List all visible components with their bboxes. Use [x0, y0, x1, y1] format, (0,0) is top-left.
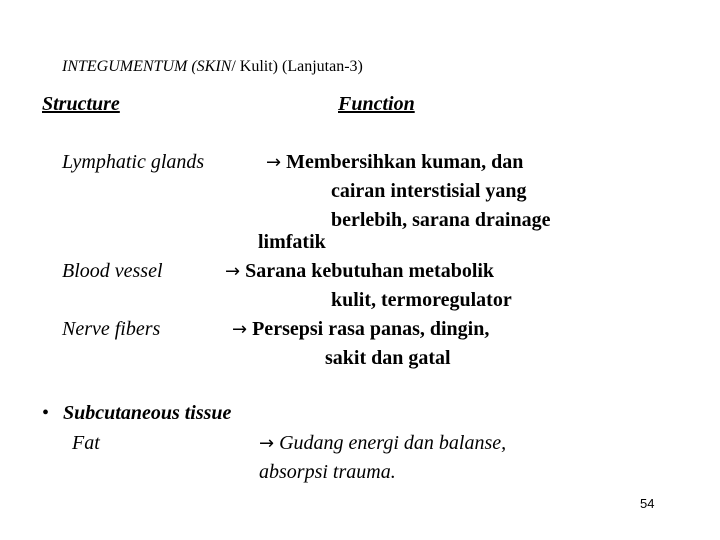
structure-nerve-fibers: Nerve fibers	[62, 318, 161, 340]
function-line: kulit, termoregulator	[331, 289, 512, 311]
function-line: berlebih, sarana drainage	[331, 209, 551, 231]
structure-blood-vessel: Blood vessel	[62, 260, 163, 282]
bullet-dot: •	[42, 402, 50, 424]
bullet-item	[42, 403, 231, 423]
structure-lymphatic-glands: Lymphatic glands	[62, 151, 205, 173]
function-header: Function	[338, 93, 415, 115]
function-line: → Sarana kebutuhan metabolik	[225, 260, 495, 282]
function-line: limfatik	[258, 231, 326, 253]
structure-fat: Fat	[72, 432, 100, 454]
arrow-right-icon: →	[232, 319, 248, 340]
arrow-right-icon: →	[259, 433, 275, 454]
slide-title	[62, 59, 363, 75]
function-line: absorpsi trauma.	[259, 461, 396, 483]
page-number: 54	[640, 496, 655, 511]
function-line: cairan interstisial yang	[331, 180, 527, 202]
function-line: sakit dan gatal	[325, 347, 451, 369]
title-italic-part: INTEGUMENTUM (SKIN	[62, 58, 232, 75]
function-line: → Membersihkan kuman, dan	[266, 151, 524, 173]
arrow-right-icon: →	[266, 152, 282, 173]
title-rest-part: / Kulit) (Lanjutan-3)	[231, 58, 363, 75]
subcutaneous-label: Subcutaneous tissue	[63, 402, 232, 424]
function-line: → Gudang energi dan balanse,	[259, 432, 507, 454]
function-line: → Persepsi rasa panas, dingin,	[232, 318, 490, 340]
structure-header: Structure	[42, 93, 120, 115]
arrow-right-icon: →	[225, 261, 241, 282]
